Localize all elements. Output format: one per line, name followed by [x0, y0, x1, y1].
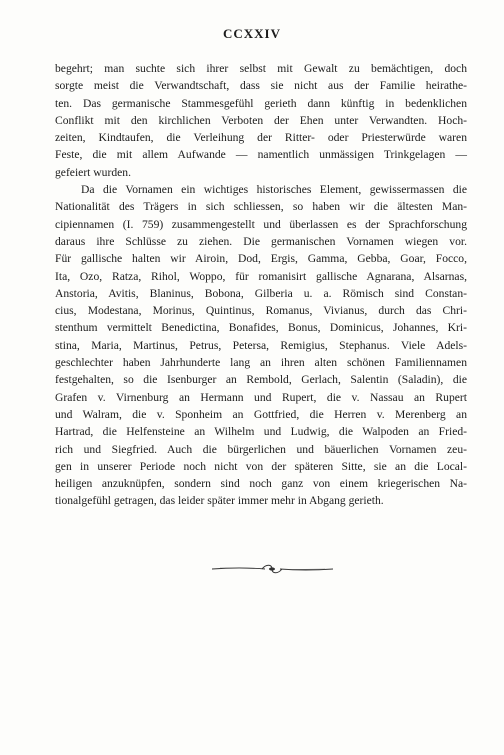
- text-line: tionalgefühl getragen, das leider später immer mehr in Abgang gerieth.: [55, 494, 384, 508]
- text-line: Conflikt mit den kirchlichen Verboten der Ehen unter Verwandten. Hoch-: [55, 113, 467, 127]
- text-line: zeiten, Kindtaufen, die Verleihung der Ritter- oder Priesterwürde waren: [55, 131, 467, 145]
- text-line: Nationalität des Trägers in sich schliessen, so haben wir die ältesten Man-: [55, 200, 467, 214]
- text-line: cipiennamen (I. 759) zusammengestellt und überlassen es der Sprachforschung: [55, 217, 467, 231]
- text-line: rich und Siegfried. Auch die bürgerlichen und bäuerlichen Vornamen zeu-: [55, 442, 467, 456]
- text-line: festgehalten, so die Isenburger an Rembold, Gerlach, Salentin (Saladin), die: [55, 373, 467, 387]
- ornament-divider: [210, 563, 335, 575]
- text-line: gen in unserer Periode noch nicht von der späteren Sitte, sie an die Local-: [55, 459, 467, 473]
- text-line: Da die Vornamen ein wichtiges historisches Element, gewissermassen die: [81, 183, 467, 197]
- text-line: Für gallische halten wir Airoin, Dod, Ergis, Gamma, Gebba, Goar, Focco,: [55, 252, 467, 266]
- text-line: stenthum vermittelt Benedictina, Bonafides, Bonus, Dominicus, Johannes, Kri-: [55, 321, 467, 335]
- text-line: begehrt; man suchte sich ihrer selbst mit Gewalt zu bemächtigen, doch: [55, 62, 467, 75]
- page-number: CCXXIV: [223, 26, 281, 41]
- text-line: Feste, die mit allem Aufwande — namentlich unmässigen Trinkgelagen —: [55, 148, 467, 162]
- text-line: Grafen v. Virnenburg an Hermann und Rupert, die v. Nassau an Rupert: [55, 390, 467, 404]
- text-line: und Walram, die v. Sponheim an Gottfried, die Herren v. Merenberg an: [55, 407, 467, 421]
- text-line: ten. Das germanische Stammesgefühl gerieth dann künftig in bedenklichen: [55, 96, 467, 110]
- text-line: geschlechter haben Jahrhunderte lang an ihren alten schönen Familiennamen: [55, 356, 467, 370]
- text-line: Anstoria, Avitis, Blaninus, Bobona, Gilberia u. a. Römisch sind Constan-: [55, 286, 467, 300]
- text-line: sorgte meist die Verwandtschaft, dass sie nicht aus der Familie heirathe-: [55, 79, 467, 93]
- text-line: daraus ihre Schlüsse zu ziehen. Die germanischen Vornamen wiegen vor.: [55, 234, 467, 248]
- text-line: cius, Modestana, Morinus, Quintinus, Romanus, Vivianus, durch das Chri-: [55, 304, 467, 318]
- text-line: gefeiert wurden.: [55, 165, 131, 179]
- body-text: [55, 60, 467, 510]
- text-line: heiligen anzuknüpfen, sondern sind noch ganz von einem kriegerischen Na-: [55, 477, 467, 491]
- text-line: Hartrad, die Helfensteine an Wilhelm und Ludwig, die Walpoden an Fried-: [55, 425, 467, 439]
- text-line: stina, Maria, Martinus, Petrus, Petersa, Remigius, Stephanus. Viele Adels-: [55, 338, 467, 352]
- text-line: Ita, Ozo, Ratza, Rihol, Woppo, für romanisirt gallische Agnarana, Alsarnas,: [55, 269, 467, 283]
